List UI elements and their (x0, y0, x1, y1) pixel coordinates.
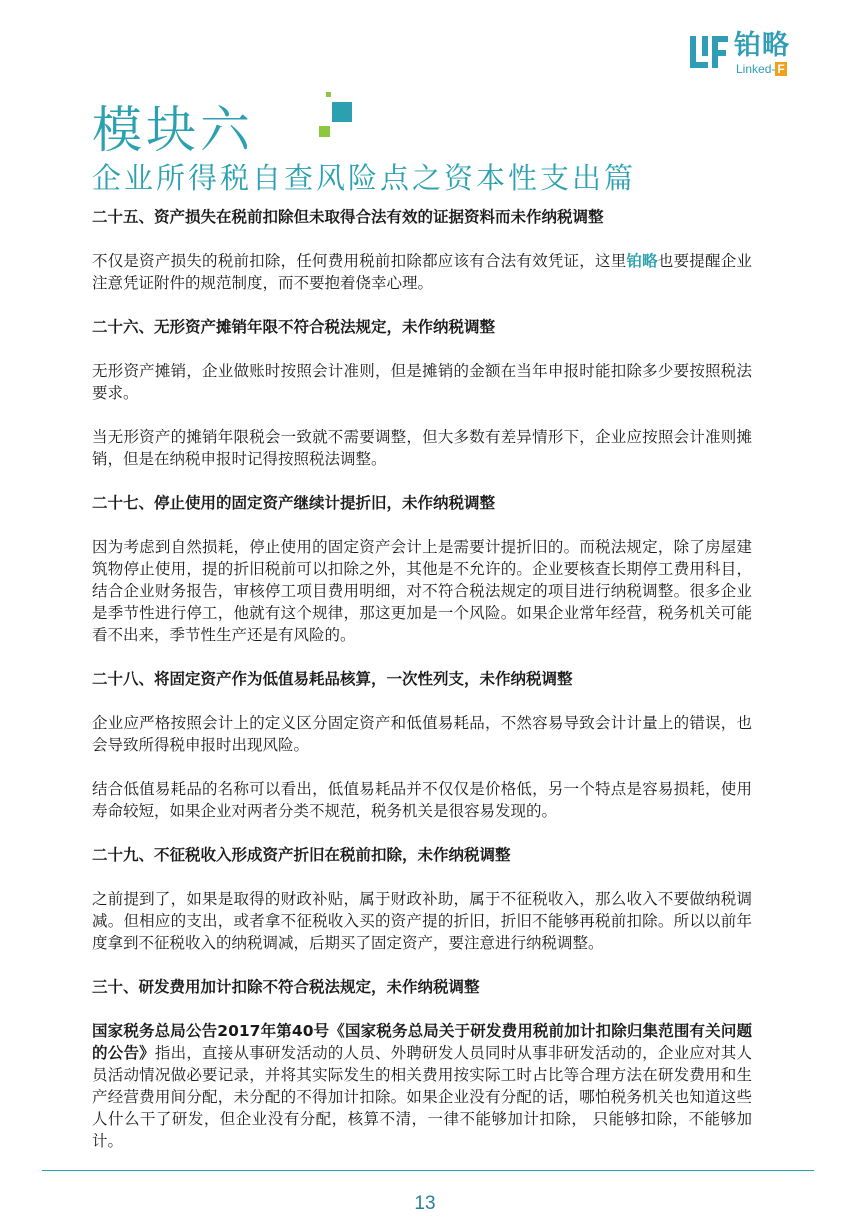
logo-english-text (736, 62, 787, 76)
section-paragraph (92, 250, 752, 294)
section-paragraph: 企业应严格按照会计上的定义区分固定资产和低值易耗品，不然容易导致会计计量上的错误，也会导致所得税申报时出现风险。 (92, 714, 752, 754)
module-title: 模块六 (92, 101, 254, 159)
brand-highlight: 铂略 (626, 252, 658, 270)
announcement-reference: 国家税务总局公告2017年第40号《国家税务总局关于研发费用税前加计扣除归集范围有关问题的公告》 (92, 1022, 752, 1062)
paragraph-text: 也要提醒企业注意凭证附件的规范制度，而不要抱着侥幸心理。 (92, 252, 752, 292)
section-paragraph (92, 1020, 752, 1152)
section-heading: 二十七、停止使用的固定资产继续计提折旧，未作纳税调整 (92, 494, 496, 512)
linked-f-logo (690, 30, 820, 76)
section-paragraph: 因为考虑到自然损耗，停止使用的固定资产会计上是需要计提折旧的。而税法规定，除了房屋建筑物停止使用，提的折旧税前可以扣除之外，其他是不允许的。企业要核查长期停工费用科目，结合企业财务报告，审核停工项目费用明细，对不符合税法规定的项目进行纳税调整。很多企业是季节性进行停工，他就有这个规律，那这更加是一个风险。如果企业常年经营，税务机关可能看不出来，季节性生产还是有风险的。 (92, 538, 752, 644)
module-subtitle: 企业所得税自查风险点之资本性支出篇 (92, 161, 637, 195)
section-heading: 二十六、无形资产摊销年限不符合税法规定，未作纳税调整 (92, 318, 496, 336)
section-heading: 二十九、不征税收入形成资产折旧在税前扣除，未作纳税调整 (92, 846, 511, 864)
logo-en-suffix: F (777, 62, 785, 76)
section-paragraph: 结合低值易耗品的名称可以看出，低值易耗品并不仅仅是价格低，另一个特点是容易损耗，使用寿命较短，如果企业对两者分类不规范，税务机关是很容易发现的。 (92, 780, 752, 820)
paragraph-text: 不仅是资产损失的税前扣除，任何费用税前扣除都应该有合法有效凭证，这里 (92, 252, 627, 270)
section-paragraph: 当无形资产的摊销年限税会一致就不需要调整，但大多数有差异情形下，企业应按照会计准则摊销，但是在纳税申报时记得按照税法调整。 (92, 428, 752, 468)
logo-mark-icon (690, 34, 728, 70)
section-heading: 二十八、将固定资产作为低值易耗品核算，一次性列支，未作纳税调整 (92, 670, 573, 688)
footer-divider (42, 1170, 814, 1171)
section-heading: 二十五、资产损失在税前扣除但未取得合法有效的证据资料而未作纳税调整 (92, 208, 604, 226)
article-body (92, 206, 752, 1152)
section-heading: 三十、研发费用加计扣除不符合税法规定，未作纳税调整 (92, 978, 480, 996)
page-number: 13 (414, 1193, 436, 1214)
section-paragraph: 之前提到了，如果是取得的财政补贴，属于财政补助，属于不征税收入，那么收入不要做纳税调减。但相应的支出，或者拿不征税收入买的资产提的折旧，折旧不能够再税前扣除。所以以前年度拿到不征税收入的纳税调减，后期买了固定资产，要注意进行纳税调整。 (92, 890, 752, 952)
paragraph-text: 指出，直接从事研发活动的人员、外聘研发人员同时从事非研发活动的，企业应对其人员活动情况做必要记录，并将其实际发生的相关费用按实际工时占比等合理方法在研发费用和生产经营费用间分配，未分配的不得加计扣除。如果企业没有分配的话，哪怕税务机关也知道这些人什么干了研发，但企业没有分配，核算不清，一律不能够加计扣除， 只能够扣除，不能够加计。 (92, 1044, 752, 1150)
logo-chinese-text: 铂略 (734, 30, 790, 61)
logo-en-prefix: Linked- (736, 62, 776, 76)
section-paragraph: 无形资产摊销，企业做账时按照会计准则，但是摊销的金额在当年申报时能扣除多少要按照税法要求。 (92, 362, 752, 402)
decorative-squares-icon (318, 90, 368, 150)
